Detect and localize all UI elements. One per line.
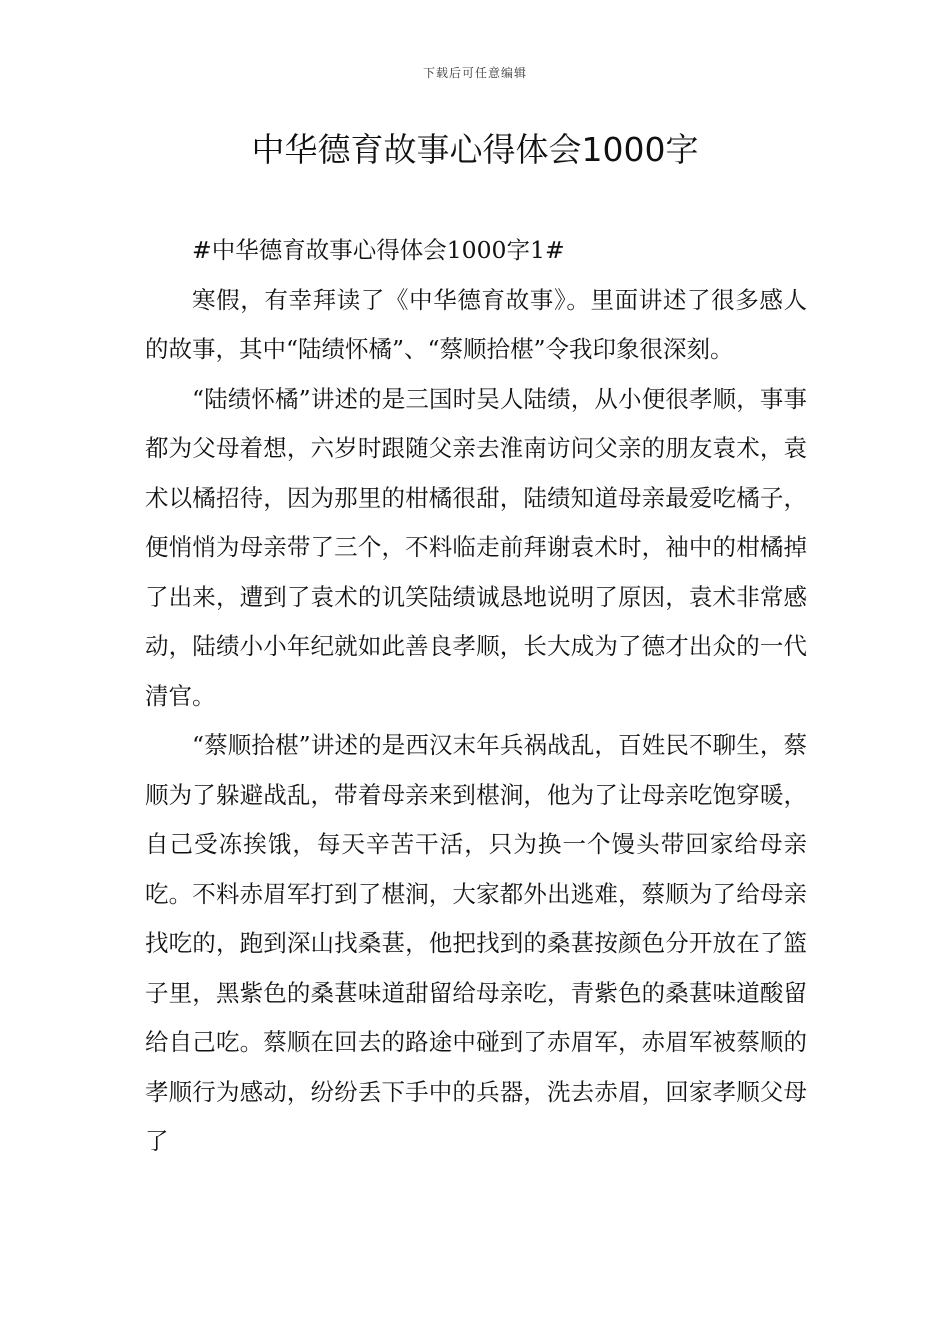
- paragraph-intro: 寒假，有幸拜读了《中华德育故事》。里面讲述了很多感人的故事，其中“陆绩怀橘”、“蔡顺拾椹”令我印象很深刻。: [145, 285, 807, 363]
- paragraph-cai-shun: “蔡顺拾椹”讲述的是西汉末年兵祸战乱，百姓民不聊生，蔡顺为了躲避战乱，带着母亲来到椹涧，他为了让母亲吃饱穿暖，自己受冻挨饿，每天辛苦干活，只为换一个馒头带回家给母亲吃。不料赤眉军打到了椹涧，大家都外出逃难，蔡顺为了给母亲找吃的，跑到深山找桑葚，他把找到的桑葚按颜色分开放在了篮子里，黑紫色的桑葚味道甜留给母亲吃，青紫色的桑葚味道酸留给自己吃。蔡顺在回去的路途中碰到了赤眉军，赤眉军被蔡顺的孝顺行为感动，纷纷丢下手中的兵器，洗去赤眉，回家孝顺父母了: [145, 731, 807, 1155]
- paragraph-lu-ji: “陆绩怀橘”讲述的是三国时吴人陆绩，从小便很孝顺，事事都为父母着想，六岁时跟随父亲去淮南访问父亲的朋友袁术，袁术以橘招待，因为那里的柑橘很甜，陆绩知道母亲最爱吃橘子，便悄悄为母亲带了三个，不料临走前拜谢袁术时，袖中的柑橘掉了出来，遭到了袁术的讥笑陆绩诚恳地说明了原因，袁术非常感动，陆绩小小年纪就如此善良孝顺，长大成为了德才出众的一代清官。: [145, 384, 807, 710]
- document-title: 中华德育故事心得体会1000字: [251, 130, 699, 169]
- section-subheading: #中华德育故事心得体会1000字1#: [192, 236, 565, 264]
- document-body: [145, 226, 807, 1167]
- header-note: 下载后可任意编辑: [422, 66, 527, 80]
